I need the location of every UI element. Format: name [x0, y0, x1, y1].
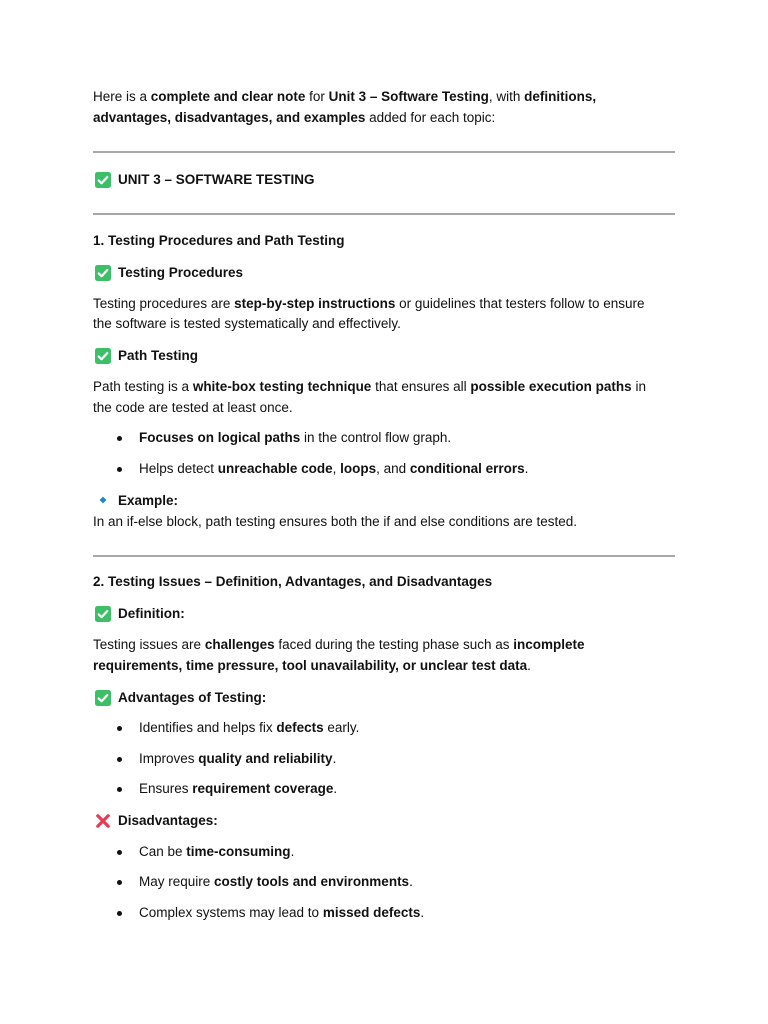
- paragraph-text: Path testing is a: [93, 379, 193, 394]
- paragraph-line: [93, 656, 675, 677]
- list-item-emphasis: quality and reliability: [198, 750, 333, 766]
- paragraph-emphasis: step-by-step instructions: [234, 295, 396, 311]
- list-item-emphasis: requirement coverage: [192, 781, 334, 796]
- check-mark-button-icon: [95, 690, 111, 706]
- paragraph-text: the software is tested systematically and effectively.: [93, 316, 401, 331]
- intro-emphasis: complete and clear note: [150, 89, 306, 104]
- check-mark-button-icon: [95, 172, 111, 188]
- list-item-text: Complex systems may lead to: [139, 904, 323, 920]
- definition-paragraph: [93, 635, 675, 676]
- list-item-emphasis: costly tools and environments: [214, 874, 410, 889]
- list-item-text: , and: [376, 460, 410, 476]
- list-item-emphasis: loops: [340, 460, 377, 476]
- advantages-heading: [93, 688, 768, 709]
- paragraph-line: [93, 294, 675, 315]
- paragraph-text: .: [527, 657, 531, 673]
- path-testing-heading: [93, 346, 768, 367]
- list-item: [93, 428, 768, 449]
- list-item-text: Helps detect: [139, 460, 218, 476]
- list-item: [93, 903, 768, 924]
- section-1-title: 1. Testing Procedures and Path Testing: [93, 232, 345, 248]
- paragraph-text: or guidelines that testers follow to ensure: [395, 295, 645, 311]
- list-item-emphasis: time-consuming: [186, 843, 291, 859]
- check-mark-button-icon: [95, 348, 111, 364]
- paragraph-emphasis: white-box testing technique: [192, 379, 372, 394]
- paragraph-emphasis: requirements, time pressure, tool unavailability, or unclear test data: [93, 657, 528, 673]
- list-item-text: early.: [323, 720, 360, 735]
- bullet-dot: [117, 850, 122, 855]
- intro-text: for: [305, 89, 329, 104]
- list-item-text: Identifies and helps fix: [139, 720, 277, 735]
- bullet-dot: [117, 880, 122, 885]
- list-item: [93, 842, 768, 863]
- horizontal-rule: [93, 151, 675, 153]
- paragraph-emphasis: challenges: [204, 637, 275, 652]
- check-mark-button-icon: [95, 606, 111, 622]
- intro-text: , with: [488, 89, 525, 104]
- bullet-dot: [117, 787, 122, 792]
- intro-paragraph: [93, 87, 675, 128]
- list-item-emphasis: conditional errors: [409, 460, 525, 476]
- list-item-text: May require: [139, 874, 215, 889]
- list-item-text: ,: [332, 460, 341, 476]
- unit-heading-text: UNIT 3 – SOFTWARE TESTING: [118, 172, 315, 187]
- intro-text: Here is a: [93, 89, 151, 104]
- disadvantages-heading-text: Disadvantages:: [118, 813, 218, 828]
- list-item-emphasis: unreachable code: [217, 460, 333, 476]
- list-item-text: .: [333, 781, 338, 796]
- path-testing-paragraph: [93, 377, 675, 418]
- advantages-heading-text: Advantages of Testing:: [118, 689, 267, 705]
- list-item: [93, 872, 768, 893]
- paragraph-emphasis: possible execution paths: [470, 379, 632, 394]
- small-blue-diamond-icon: [95, 493, 111, 509]
- bullet-dot: [117, 757, 122, 762]
- intro-emphasis: advantages, disadvantages, and examples: [93, 109, 366, 125]
- cross-mark-icon: [95, 813, 111, 829]
- bullet-dot: [117, 726, 122, 731]
- list-item-emphasis: missed defects: [322, 904, 421, 920]
- list-item-text: .: [409, 874, 413, 889]
- paragraph-text: Testing issues are: [93, 637, 205, 652]
- intro-emphasis: Unit 3 – Software Testing: [328, 89, 489, 104]
- horizontal-rule: [93, 213, 675, 215]
- intro-text: added for each topic:: [365, 109, 496, 125]
- paragraph-line: [93, 377, 675, 398]
- list-item-text: in the control flow graph.: [300, 430, 452, 445]
- intro-line-2: [93, 108, 675, 129]
- section-2-title: 2. Testing Issues – Definition, Advantages, and Disadvantages: [93, 574, 493, 589]
- list-item: [93, 779, 768, 800]
- list-item: [93, 749, 768, 770]
- definition-heading: [93, 604, 768, 625]
- path-testing-heading-text: Path Testing: [118, 348, 199, 363]
- example-label-text: Example:: [118, 492, 179, 508]
- check-mark-button-icon: [95, 265, 111, 281]
- list-item: [93, 459, 768, 480]
- definition-heading-text: Definition:: [118, 606, 185, 621]
- testing-procedures-heading-text: Testing Procedures: [118, 264, 244, 280]
- unit-heading: [93, 170, 768, 191]
- list-item-text: .: [420, 904, 425, 920]
- paragraph-line: [93, 314, 675, 335]
- example-text: In an if-else block, path testing ensures both the if and else conditions are tested.: [93, 513, 578, 529]
- testing-procedures-heading: [93, 263, 768, 284]
- paragraph-text: in: [631, 379, 646, 394]
- list-item-text: .: [524, 460, 529, 476]
- list-item-text: Ensures: [139, 781, 193, 796]
- paragraph-text: Testing procedures are: [93, 295, 235, 311]
- paragraph-line: [93, 398, 675, 419]
- horizontal-rule: [93, 555, 675, 557]
- list-item-text: Improves: [139, 750, 199, 766]
- bullet-dot: [117, 911, 122, 916]
- list-item-emphasis: Focuses on logical paths: [139, 430, 301, 445]
- paragraph-text: faced during the testing phase such as: [274, 637, 514, 652]
- list-item-text: .: [332, 750, 337, 766]
- list-item-emphasis: defects: [276, 720, 324, 735]
- testing-procedures-paragraph: [93, 294, 675, 335]
- list-item: [93, 718, 768, 739]
- intro-emphasis: definitions,: [524, 89, 597, 104]
- paragraph-text: the code are tested at least once.: [93, 399, 293, 415]
- paragraph-line: [93, 635, 675, 656]
- bullet-dot: [117, 467, 122, 472]
- example-label: [93, 491, 768, 512]
- list-item-text: .: [290, 843, 295, 859]
- paragraph-text: that ensures all: [371, 379, 471, 394]
- paragraph-emphasis: incomplete: [513, 637, 585, 652]
- bullet-dot: [117, 436, 122, 441]
- disadvantages-heading: [93, 811, 768, 832]
- intro-line-1: [93, 87, 675, 108]
- list-item-text: Can be: [139, 843, 187, 859]
